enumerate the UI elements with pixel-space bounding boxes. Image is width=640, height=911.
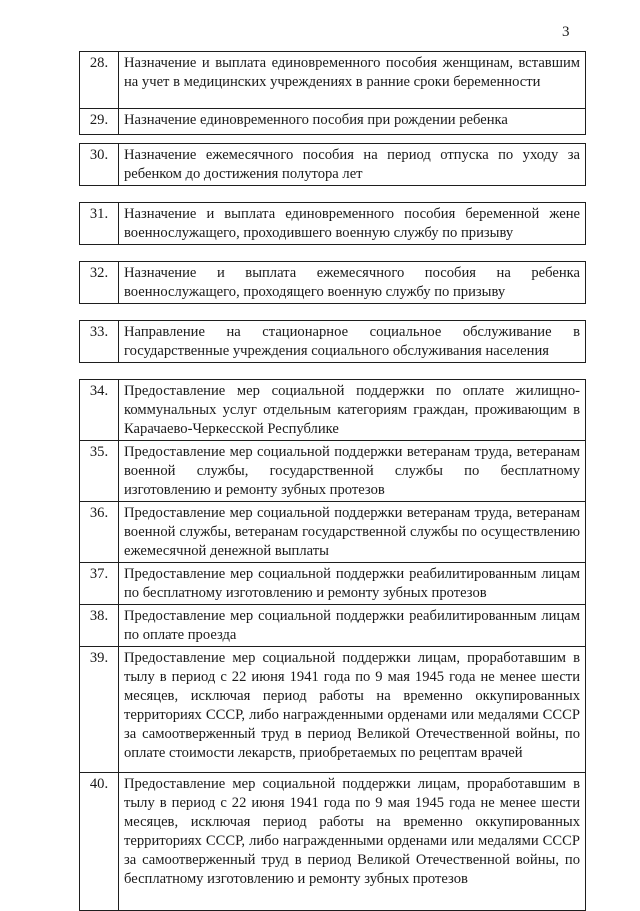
row-number: 31.: [80, 203, 119, 245]
row-number: 36.: [80, 502, 119, 563]
row-text: Предоставление мер социальной поддержки лицам, проработавшим в тылу в период с 22 июня 1941 года по 9 мая 1945 года не менее шести месяцев, исключая период работы на временно оккупированных территориях СССР, либо награжденными орденами или медалями СССР за самоотверженный труд в период Великой Отечественной войны, по оплате стоимости лекарств, приобретаемых по рецептам врачей: [119, 647, 586, 773]
row-number: 37.: [80, 563, 119, 605]
row-number: 40.: [80, 773, 119, 911]
table-row: [80, 109, 586, 135]
row-text: Предоставление мер социальной поддержки по оплате жилищно-коммунальных услуг отдельным категориям граждан, проживающим в Карачаево-Черкесской Республике: [119, 380, 586, 441]
row-text: Предоставление мер социальной поддержки ветеранам труда, ветеранам военной службы, государственной службы по бесплатному изготовлению и ремонту зубных протезов: [119, 441, 586, 502]
table-row: [80, 773, 586, 911]
row-gap: [80, 135, 586, 144]
table-row: [80, 144, 586, 186]
table-row: [80, 52, 586, 109]
row-text: Назначение и выплата единовременного пособия беременной жене военнослужащего, проходившего военную службу по призыву: [119, 203, 586, 245]
row-gap: [80, 304, 586, 321]
table-row: [80, 203, 586, 245]
table-row: [80, 647, 586, 773]
table-row: [80, 502, 586, 563]
row-number: 32.: [80, 262, 119, 304]
page-number: 3: [562, 24, 570, 40]
row-number: 35.: [80, 441, 119, 502]
table-row: [80, 321, 586, 363]
row-text: Назначение единовременного пособия при рождении ребенка: [119, 109, 586, 135]
row-gap: [80, 245, 586, 262]
row-text: Предоставление мер социальной поддержки реабилитированным лицам по оплате проезда: [119, 605, 586, 647]
services-table: [79, 51, 586, 911]
row-text: Предоставление мер социальной поддержки реабилитированным лицам по бесплатному изготовлению и ремонту зубных протезов: [119, 563, 586, 605]
row-text: Предоставление мер социальной поддержки ветеранам труда, ветеранам военной службы, ветеранам государственной службы по осуществлению ежемесячной денежной выплаты: [119, 502, 586, 563]
table-row: [80, 605, 586, 647]
row-number: 38.: [80, 605, 119, 647]
row-text: Назначение и выплата единовременного пособия женщинам, вставшим на учет в медицинских учреждениях в ранние сроки беременности: [119, 52, 586, 109]
row-number: 28.: [80, 52, 119, 109]
row-gap: [80, 363, 586, 380]
row-number: 39.: [80, 647, 119, 773]
row-text: Направление на стационарное социальное обслуживание в государственные учреждения социального обслуживания населения: [119, 321, 586, 363]
table-row: [80, 262, 586, 304]
table-row: [80, 380, 586, 441]
row-number: 29.: [80, 109, 119, 135]
table-row: [80, 563, 586, 605]
row-number: 30.: [80, 144, 119, 186]
row-text: Назначение ежемесячного пособия на период отпуска по уходу за ребенком до достижения полутора лет: [119, 144, 586, 186]
row-number: 33.: [80, 321, 119, 363]
row-text: Предоставление мер социальной поддержки лицам, проработавшим в тылу в период с 22 июня 1941 года по 9 мая 1945 года не менее шести месяцев, исключая период работы на временно оккупированных территориях СССР, либо награжденными орденами или медалями СССР за самоотверженный труд в период Великой Отечественной войны, по бесплатному изготовлению и ремонту зубных протезов: [119, 773, 586, 911]
table-row: [80, 441, 586, 502]
row-gap: [80, 186, 586, 203]
row-text: Назначение и выплата ежемесячного пособия на ребенка военнослужащего, проходящего военную службу по призыву: [119, 262, 586, 304]
row-number: 34.: [80, 380, 119, 441]
